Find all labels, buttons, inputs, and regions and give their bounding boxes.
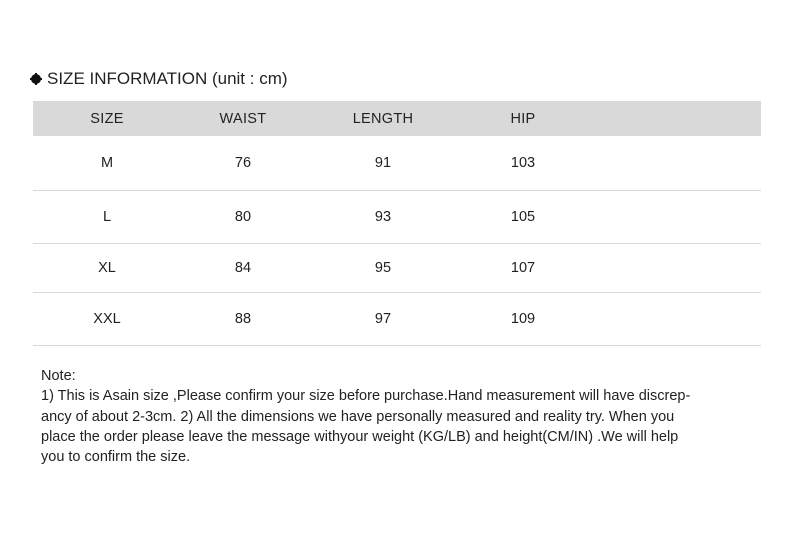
note-heading: Note:: [41, 368, 76, 384]
cell-waist: 88: [234, 311, 252, 327]
note-line: 1) This is Asain size ,Please confirm your size before purchase.Hand measurement will have discrep-: [41, 388, 691, 405]
table-row: [33, 244, 761, 293]
size-table: [33, 101, 761, 346]
header-size: SIZE: [90, 110, 124, 127]
cell-hip: 105: [510, 209, 536, 225]
header-length: LENGTH: [352, 110, 414, 127]
cell-size: L: [102, 209, 112, 225]
size-information-title: [31, 67, 288, 91]
table-row: [33, 293, 761, 346]
table-row: [33, 136, 761, 191]
table-header-row: [33, 101, 761, 136]
note-line: you to confirm the size.: [41, 449, 191, 466]
cell-hip: 109: [510, 311, 536, 327]
cell-waist: 80: [234, 209, 252, 225]
cell-size: XXL: [93, 311, 121, 327]
table-row: [33, 191, 761, 244]
cell-length: 91: [374, 155, 392, 171]
bullet-icon: [31, 74, 41, 84]
cell-length: 95: [374, 260, 392, 276]
note-block: [41, 366, 757, 467]
title-text: SIZE INFORMATION (unit : cm): [47, 69, 288, 88]
cell-hip: 103: [510, 155, 536, 171]
cell-waist: 84: [234, 260, 252, 276]
header-hip: HIP: [510, 110, 536, 127]
cell-hip: 107: [510, 260, 536, 276]
note-line: ancy of about 2-3cm. 2) All the dimensions we have personally measured and reality try. When you: [41, 408, 675, 425]
cell-size: M: [100, 155, 114, 171]
note-line: place the order please leave the message withyour weight (KG/LB) and height(CM/IN) .We will help: [41, 428, 679, 445]
cell-size: XL: [98, 260, 116, 276]
cell-length: 97: [374, 311, 392, 327]
cell-length: 93: [374, 209, 392, 225]
cell-waist: 76: [234, 155, 252, 171]
header-waist: WAIST: [219, 110, 267, 127]
